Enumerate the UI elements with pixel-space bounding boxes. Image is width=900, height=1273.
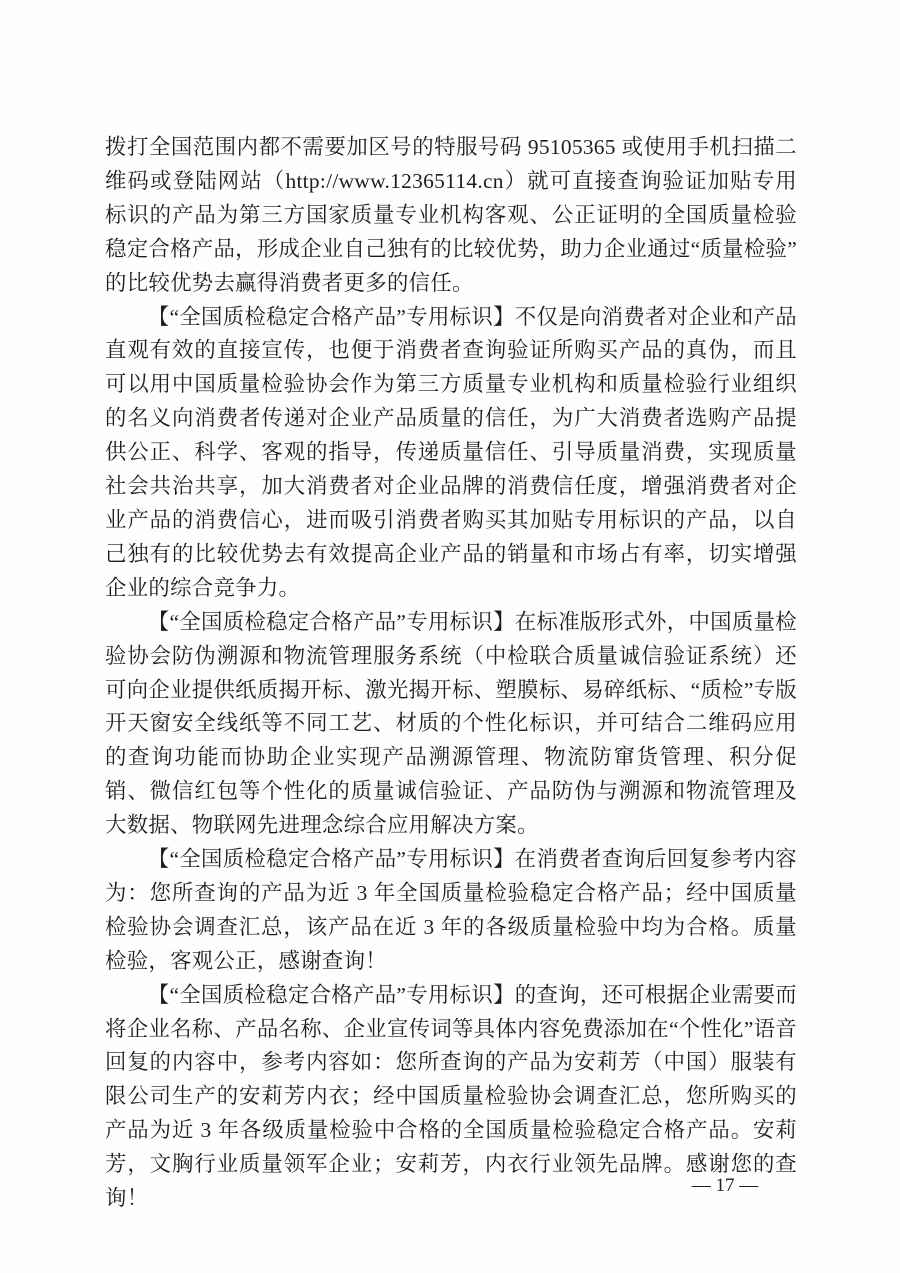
paragraph-query-reply: 【“全国质检稳定合格产品”专用标识】在消费者查询后回复参考内容为：您所查询的产品为近 3 年全国质量检验稳定合格产品；经中国质量检验协会调查汇总，该产品在近 3 年的各级质量检验中均为合格。质量检验，客观公正，感谢查询！ (105, 847, 797, 973)
paragraph-label-formats: 【“全国质检稳定合格产品”专用标识】在标准版形式外，中国质量检验协会防伪溯源和物流管理服务系统（中检联合质量诚信验证系统）还可向企业提供纸质揭开标、激光揭开标、塑膜标、易碎纸标、“质检”专版开天窗安全线纸等不同工艺、材质的个性化标识，并可结合二维码应用的查询功能而协助企业实现产品溯源管理、物流防窜货管理、积分促销、微信红包等个性化的质量诚信验证、产品防伪与溯源和物流管理及大数据、物联网先进理念综合应用解决方案。 (105, 609, 797, 838)
page-body-text (105, 131, 797, 1216)
paragraph-personalized-reply: 【“全国质检稳定合格产品”专用标识】的查询，还可根据企业需要而将企业名称、产品名称、企业宣传词等具体内容免费添加在“个性化”语音回复的内容中，参考内容如：您所查询的产品为安莉芳（中国）服装有限公司生产的安莉芳内衣；经中国质量检验协会调查汇总，您所购买的产品为近 3 年各级质量检验中合格的全国质量检验稳定合格产品。安莉芳，文胸行业质量领军企业；安莉芳，内衣行业领先品牌。感谢您的查询！ (105, 982, 797, 1211)
paragraph-continuation: 拨打全国范围内都不需要加区号的特服号码 95105365 或使用手机扫描二维码或登陆网站（http://www.12365114.cn）就可直接查询验证加贴专用标识的产品为第三方国家质量专业机构客观、公正证明的全国质量检验稳定合格产品，形成企业自己独有的比较优势，助力企业通过“质量检验”的比较优势去赢得消费者更多的信任。 (105, 135, 797, 295)
paragraph-label-promotion: 【“全国质检稳定合格产品”专用标识】不仅是向消费者对企业和产品直观有效的直接宣传，也便于消费者查询验证所购买产品的真伪，而且可以用中国质量检验协会作为第三方质量专业机构和质量检验行业组织的名义向消费者传递对企业产品质量的信任，为广大消费者选购产品提供公正、科学、客观的指导，传递质量信任、引导质量消费，实现质量社会共治共享，加大消费者对企业品牌的消费信任度，增强消费者对企业产品的消费信心，进而吸引消费者购买其加贴专用标识的产品，以自己独有的比较优势去有效提高企业产品的销量和市场占有率，切实增强企业的综合竞争力。 (105, 304, 797, 600)
page-number: — 17 — (691, 1175, 759, 1196)
